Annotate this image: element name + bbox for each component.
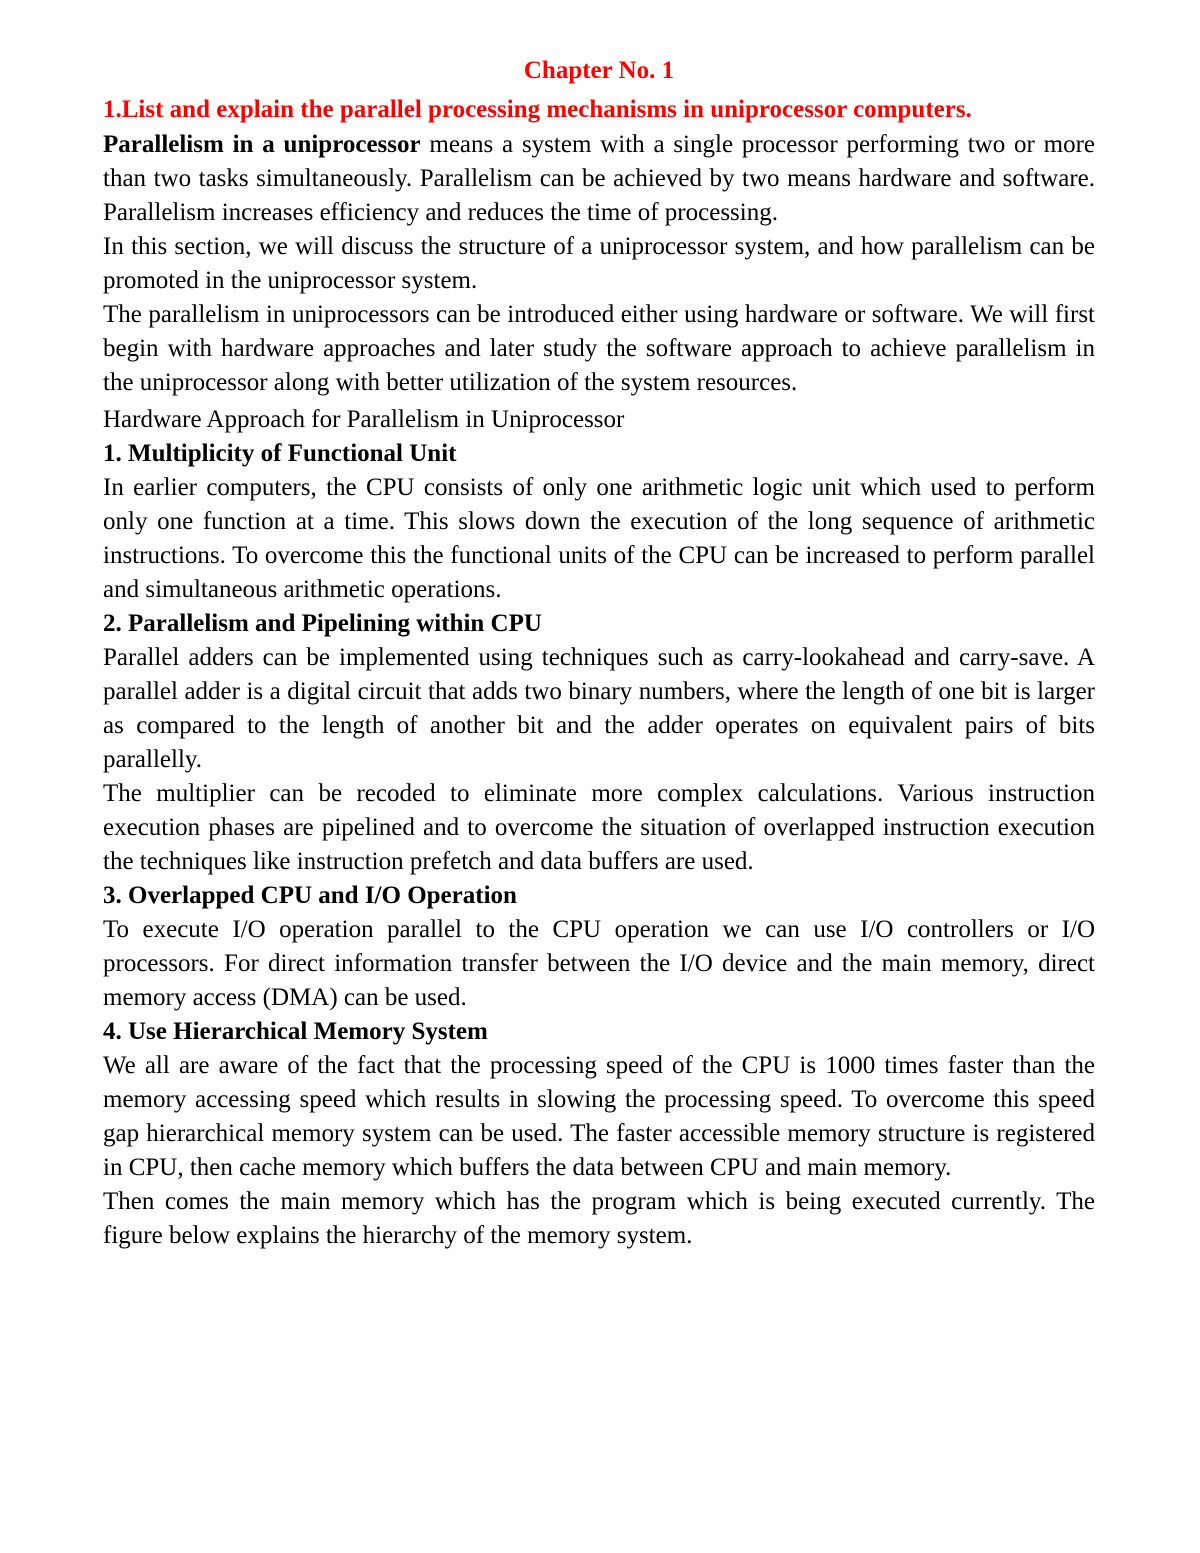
approach-paragraph: The parallelism in uniprocessors can be introduced either using hardware or software. We will first begin with hardware approaches and later study the software approach to achieve parallelism in the uniprocessor along with better utilization of the system resources. bbox=[103, 301, 1095, 396]
section-2-paragraph-1: Parallel adders can be implemented using techniques such as carry-lookahead and carry-save. A parallel adder is a digital circuit that adds two binary numbers, where the length of one bit is larger as compared to the length of another bit and the adder operates on equivalent pairs of bits parallelly. bbox=[103, 644, 1095, 773]
hardware-approach-heading: Hardware Approach for Parallelism in Uniprocessor bbox=[103, 406, 625, 433]
intro-lead: Parallelism in a uniprocessor bbox=[103, 131, 421, 158]
section-heading-2: 2. Parallelism and Pipelining within CPU bbox=[103, 610, 542, 637]
section-heading-4: 4. Use Hierarchical Memory System bbox=[103, 1018, 488, 1045]
section-2-paragraph-2: The multiplier can be recoded to eliminate more complex calculations. Various instruction execution phases are pipelined and to overcome the situation of overlapped instruction execution the techniques like instruction prefetch and data buffers are used. bbox=[103, 780, 1095, 875]
intro-rest: means a system with a single processor performing two or more than two tasks simultaneously. Parallelism can be achieved by two means hardware and software. Parallelism increases efficiency and reduces the time of processing. bbox=[103, 131, 1095, 226]
section-4-paragraph-2: Then comes the main memory which has the program which is being executed currently. The figure below explains the hierarchy of the memory system. bbox=[103, 1188, 1095, 1249]
section-3-paragraph-1: To execute I/O operation parallel to the CPU operation we can use I/O controllers or I/O processors. For direct information transfer between the I/O device and the main memory, direct memory access (DMA) can be used. bbox=[103, 916, 1095, 1011]
chapter-title: Chapter No. 1 bbox=[523, 57, 675, 84]
section-heading-3: 3. Overlapped CPU and I/O Operation bbox=[103, 882, 517, 909]
section-4-paragraph-1: We all are aware of the fact that the processing speed of the CPU is 1000 times faster than the memory accessing speed which results in slowing the processing speed. To overcome this speed gap hierarchical memory system can be used. The faster accessible memory structure is registered in CPU, then cache memory which buffers the data between CPU and main memory. bbox=[103, 1052, 1095, 1181]
question-heading: 1.List and explain the parallel processing mechanisms in uniprocessor computers. bbox=[103, 96, 972, 123]
intro-paragraph bbox=[103, 128, 1095, 230]
section-1-paragraph-1: In earlier computers, the CPU consists of only one arithmetic logic unit which used to perform only one function at a time. This slows down the execution of the long sequence of arithmetic instructions. To overcome this the functional units of the CPU can be increased to perform parallel and simultaneous arithmetic operations. bbox=[103, 474, 1095, 603]
section-paragraph: In this section, we will discuss the structure of a uniprocessor system, and how parallelism can be promoted in the uniprocessor system. bbox=[103, 233, 1095, 294]
section-heading-1: 1. Multiplicity of Functional Unit bbox=[103, 440, 457, 467]
document-page bbox=[103, 54, 1095, 1253]
